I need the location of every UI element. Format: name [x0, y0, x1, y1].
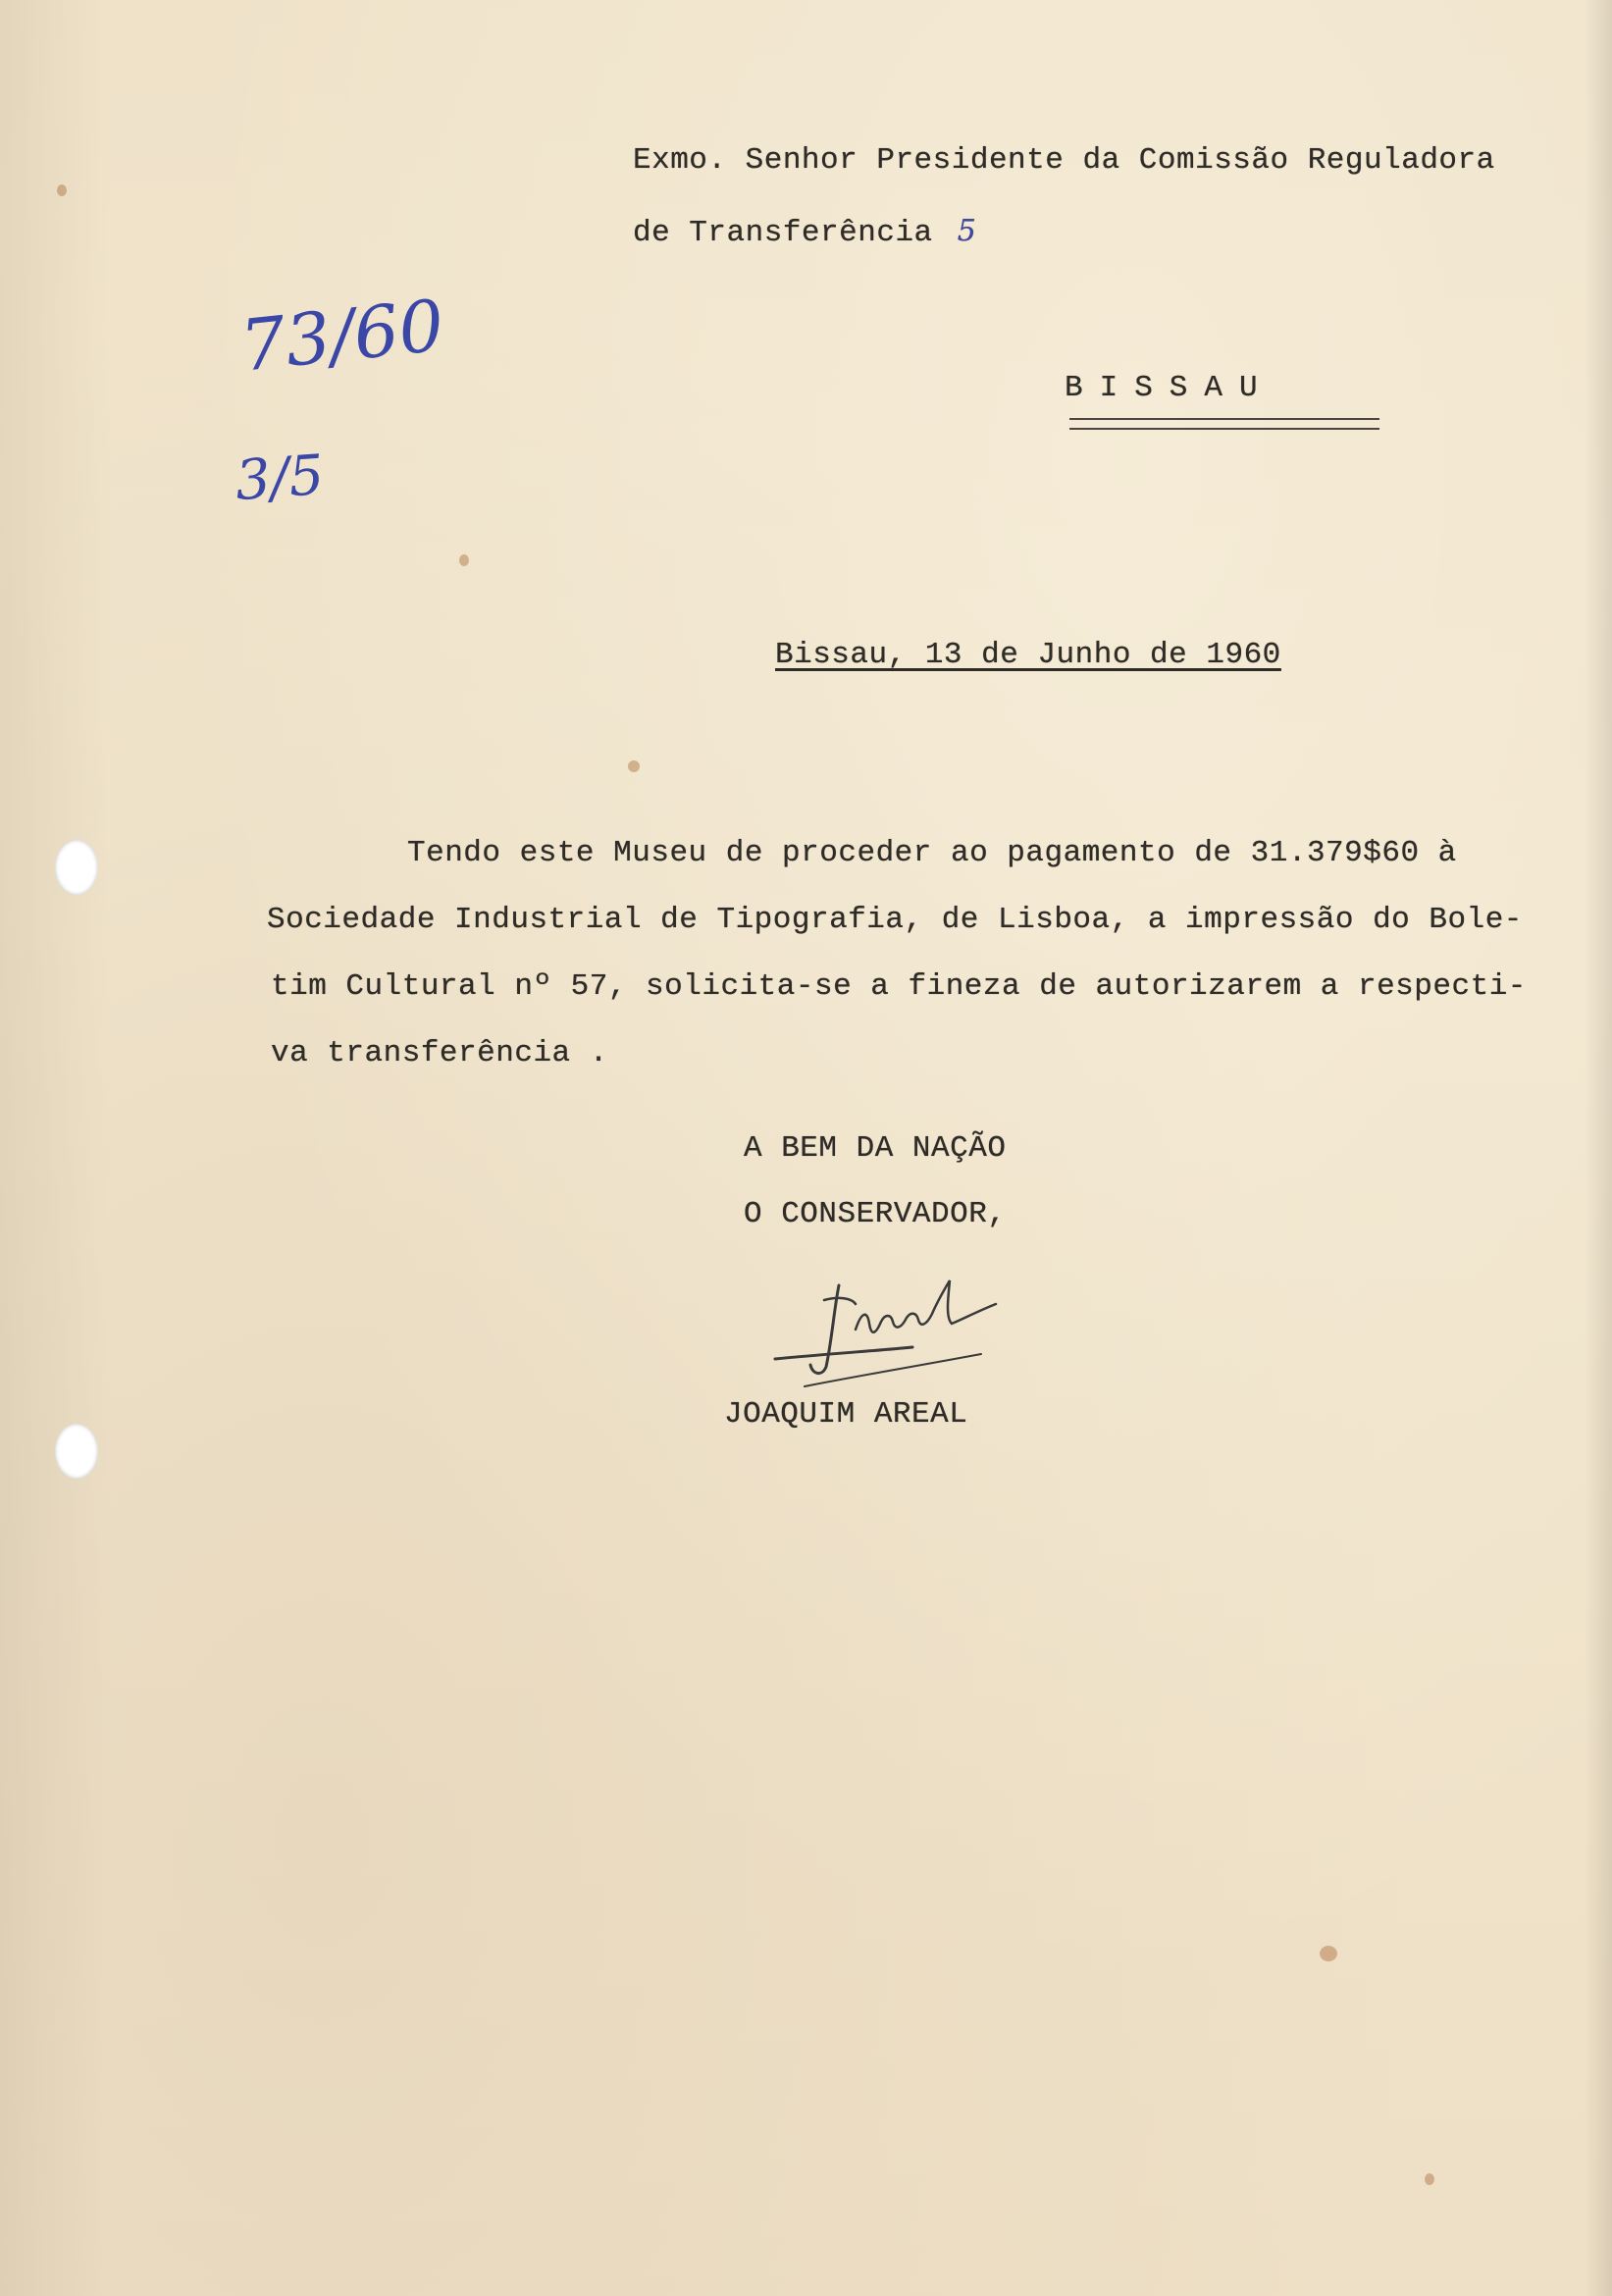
- paper-stain: [1320, 1946, 1337, 1961]
- signer-title: O CONSERVADOR,: [744, 1197, 1007, 1231]
- body-line-4: va transferência .: [271, 1036, 608, 1070]
- paper-stain: [1425, 2173, 1434, 2185]
- punch-hole-top: [55, 840, 98, 895]
- city-double-underline: [1069, 418, 1379, 430]
- body-line-3: tim Cultural nº 57, solicita-se a fineza de autorizarem a respecti-: [271, 969, 1527, 1004]
- signer-name: JOAQUIM AREAL: [724, 1397, 968, 1432]
- punch-hole-bottom: [55, 1424, 98, 1479]
- addressee-line-1: Exmo. Senhor Presidente da Comissão Reguladora: [633, 143, 1495, 178]
- city-heading: BISSAU: [1065, 371, 1274, 405]
- body-line-1: Tendo este Museu de proceder ao pagamento de 31.379$60 à: [407, 836, 1457, 870]
- paper-stain: [57, 184, 67, 196]
- addressee-line-2: [633, 214, 976, 250]
- handwritten-reference-sub: 3/5: [233, 443, 327, 514]
- paper-stain: [628, 760, 640, 772]
- handwritten-mark: 5: [957, 214, 977, 248]
- letter-date: Bissau, 13 de Junho de 1960: [775, 638, 1281, 672]
- closing-salutation: A BEM DA NAÇÃO: [744, 1131, 1007, 1166]
- handwritten-signature: [765, 1261, 1040, 1388]
- body-line-2: Sociedade Industrial de Tipografia, de Lisboa, a impressão do Bole-: [267, 903, 1523, 937]
- handwritten-reference-number: 73/60: [236, 284, 448, 388]
- addressee-line-2-text: de Transferência: [633, 216, 933, 250]
- paper-edge-shadow-left: [0, 0, 108, 2296]
- paper-stain: [459, 554, 469, 566]
- paper-edge-shadow-right: [1585, 0, 1612, 2296]
